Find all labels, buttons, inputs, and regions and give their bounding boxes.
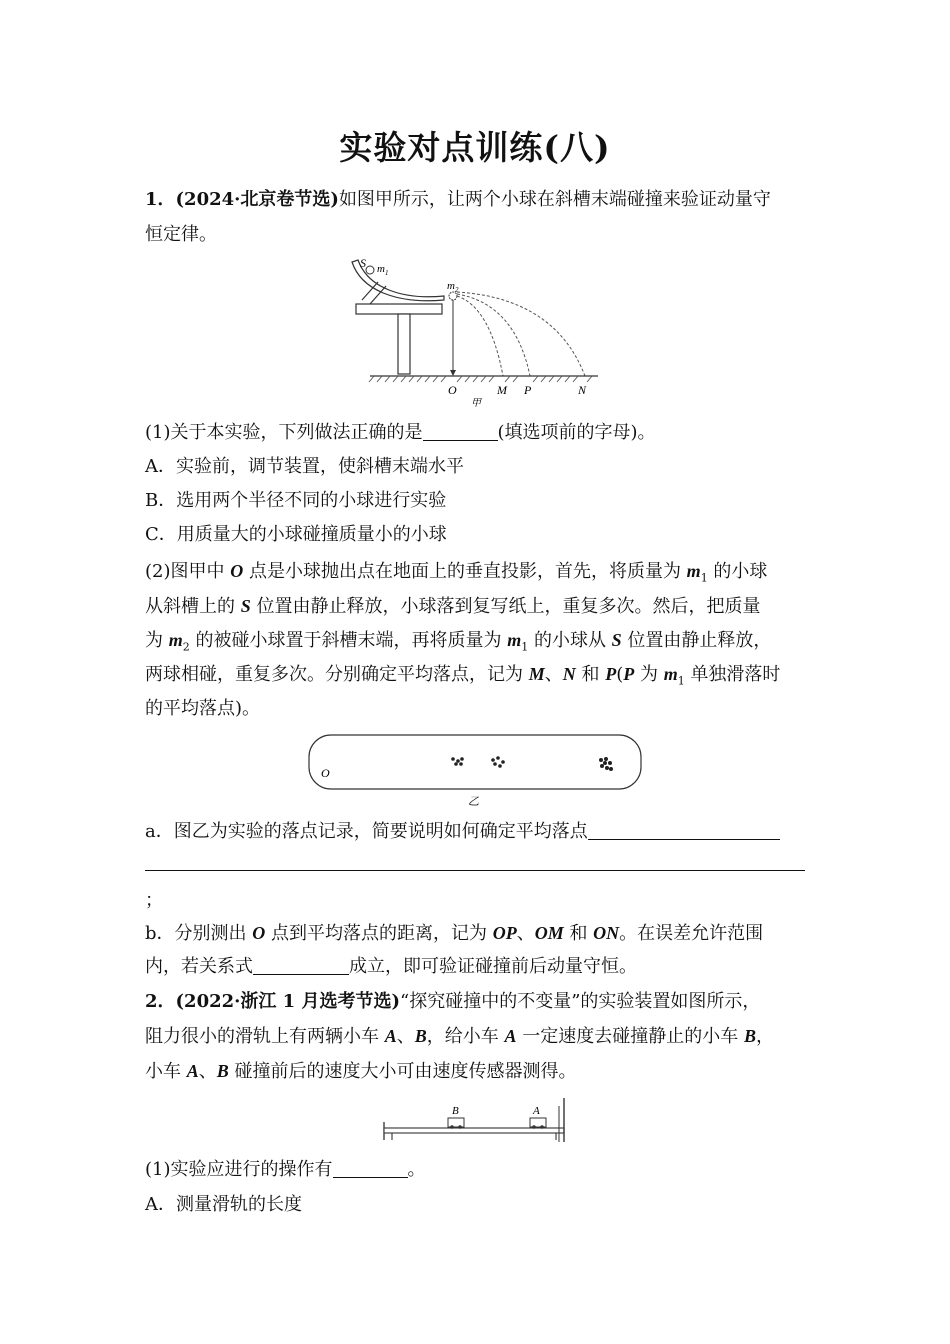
label-N: N (578, 383, 587, 397)
q1-part2-line3: 为 $m_2$ 的被碰小球置于斜槽末端，再将质量为 $m_1$ 的小球从 S 位置由静止释放， (145, 630, 772, 654)
q2-stem-line2: 阻力很小的滑轨上有两辆小车 A、B，给小车 A 一定速度去碰撞静止的小车 B， (145, 1026, 774, 1047)
q1-part2-line1: (2)图甲中 O 点是小球抛出点在地面上的垂直投影，首先，将质量为 $m_1$ 的小球 (145, 561, 768, 585)
label-m1: $m_1$ (377, 263, 389, 277)
q1-stem-line1 (145, 188, 810, 212)
q1-part2-line2: 从斜槽上的 S 位置由静止释放，小球落到复写纸上，重复多次。然后，把质量 (145, 596, 761, 617)
label-M: M (497, 383, 507, 397)
q1-sub-a-line: a．图乙为实验的落点记录，简要说明如何确定平均落点 (145, 820, 810, 844)
answer-blank-sub-b[interactable] (253, 956, 349, 975)
label-cart-B: B (452, 1105, 459, 1117)
q2-part1-line: (1)实验应进行的操作有 。 (145, 1159, 426, 1180)
label-S: S (360, 256, 366, 270)
cart-A (530, 1118, 546, 1127)
answer-blank-q2-1[interactable] (333, 1159, 408, 1178)
q1-stem-line2: 恒定律。 (145, 224, 217, 245)
q2-option-a: A．测量滑轨的长度 (145, 1194, 302, 1215)
label-P: P (524, 383, 532, 397)
q1-option-c: C．用质量大的小球碰撞质量小的小球 (145, 524, 447, 545)
ball-m1 (366, 266, 374, 274)
answer-blank-sub-a[interactable] (588, 821, 780, 840)
q1-number: 1． (145, 189, 176, 210)
answer-rule-sub-a[interactable] (145, 870, 805, 871)
q1-sub-b-line1: b．分别测出 O 点到平均落点的距离，记为 OP、OM 和 ON。在误差允许范围 (145, 923, 764, 944)
label-m2: $m_2$ (447, 280, 459, 294)
q1-option-a: A．实验前，调节装置，使斜槽末端水平 (145, 456, 464, 477)
q1-part1-line: (1)关于本实验，下列做法正确的是 (填选项前的字母)。 (145, 422, 656, 443)
figure-yi-caption: 乙 (468, 796, 479, 808)
q2-stem-line3: 小车 A、B 碰撞前后的速度大小可由速度传感器测得。 (145, 1061, 577, 1082)
q1-option-b: B．选用两个半径不同的小球进行实验 (145, 490, 447, 511)
q1-sub-b-line2: 内，若关系式 成立，即可验证碰撞前后动量守恒。 (145, 956, 637, 977)
q1-source: (2024·北京卷节选) (175, 189, 339, 210)
cart-B (448, 1118, 464, 1127)
q1-part2-line4: 两球相碰，重复多次。分别确定平均落点，记为 M、N 和 P(P 为 $m_1$ 单独滑落时 (145, 664, 781, 688)
figure-jia (340, 252, 610, 412)
label-cart-A: A (533, 1105, 540, 1117)
figure-track (378, 1094, 573, 1146)
label-O-yi: O (321, 766, 330, 780)
page-title: 实验对点训练(八) (339, 128, 611, 167)
q1-stem-text: 如图甲所示，让两个小球在斜槽末端碰撞来验证动量守 (338, 189, 771, 210)
figure-yi (305, 732, 645, 812)
q1-part2-line5: 的平均落点)。 (145, 698, 261, 719)
q1-sub-a-end: ； (145, 890, 163, 911)
label-O: O (448, 383, 457, 397)
answer-blank-q1-1[interactable] (423, 422, 498, 441)
q2-stem-line1: 2．(2022·浙江 1 月选考节选)“探究碰撞中的不变量”的实验装置如图所示， (145, 991, 761, 1012)
figure-jia-caption: 甲 (471, 398, 481, 409)
